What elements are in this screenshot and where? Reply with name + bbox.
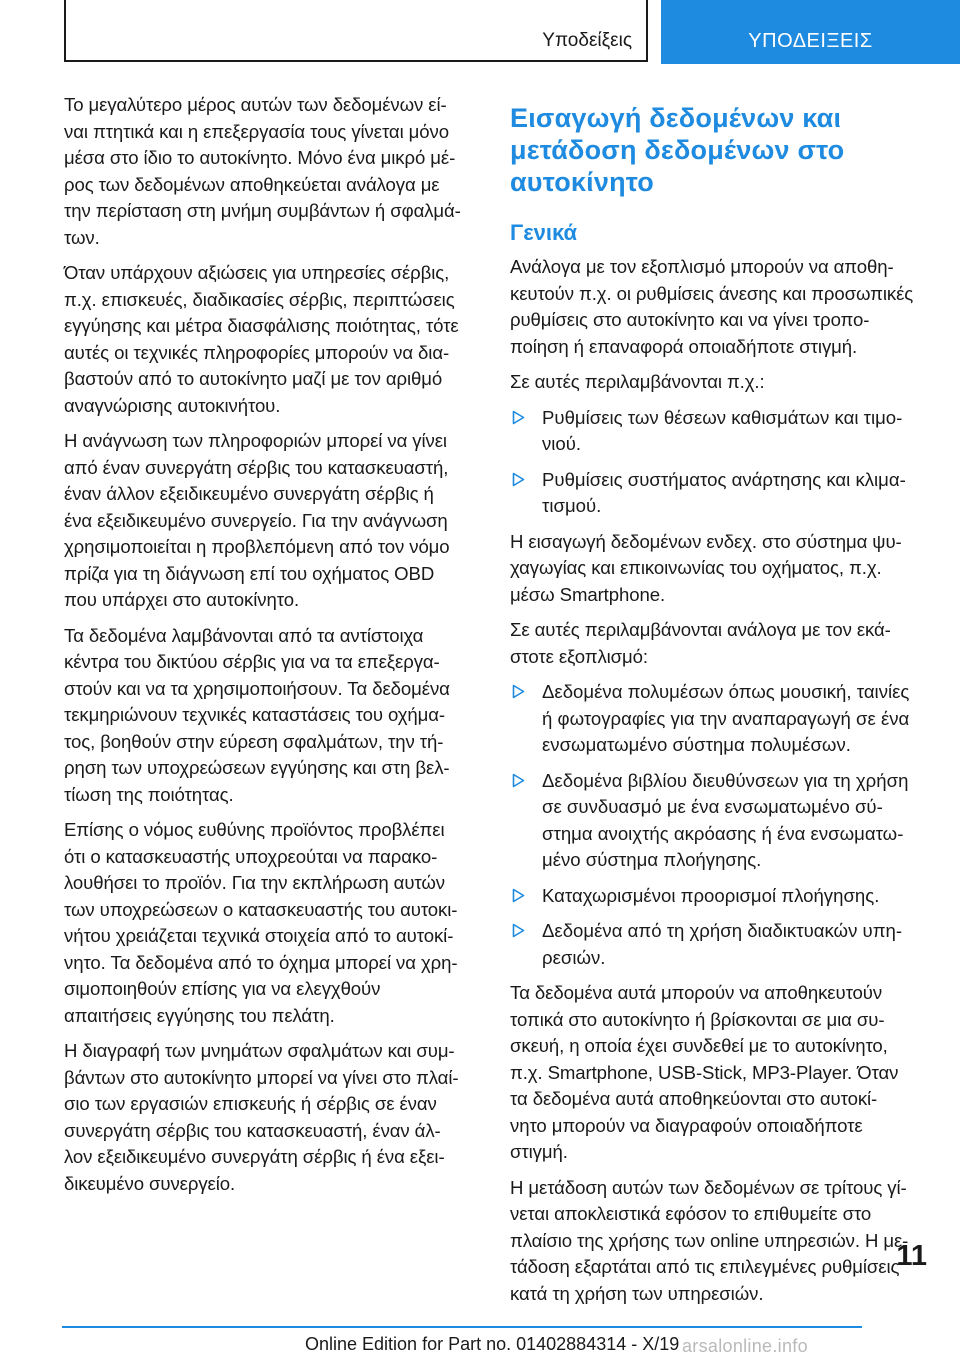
bullet-item (510, 405, 926, 458)
text-line: πλαίσιο της χρήσης των online υπηρεσιών. Η με‐ (510, 1229, 909, 1251)
paragraph (64, 428, 484, 614)
section-title: Υποδείξεις (542, 30, 632, 51)
text-line: Δεδομένα βιβλίου διευθύνσεων για τη χρήση (542, 769, 909, 791)
text-line: αυτοκίνητο (510, 167, 654, 197)
text-line: ρυθμίσεις στο αυτοκίνητο και να γίνει τροπο‐ (510, 309, 870, 330)
text-line: στοτε εξοπλισμό: (510, 645, 648, 667)
text-line: Η διαγραφή των μνημάτων σφαλμάτων και συμ‐ (64, 1040, 455, 1061)
text-line: Τα δεδομένα λαμβάνονται από τα αντίστοιχα (64, 624, 424, 646)
bullet-list (510, 405, 926, 520)
text-line: Δεδομένα πολυμέσων όπως μουσική, ταινίες (542, 681, 910, 702)
text-line: ρος των δεδομένων αποθηκεύεται ανάλογα με (64, 173, 440, 195)
text-line: Ανάλογα με τον εξοπλισμό μπορούν να αποθη‐ (510, 256, 894, 277)
text-line: δικευμένο συνεργείο. (64, 1172, 236, 1194)
text-line: τίωση της ποιότητας. (64, 783, 234, 805)
text-line: στημα ανοιχτής ακρόασης ή ένα ενσωματω‐ (542, 822, 904, 844)
footer-watermark: arsalonline.info (682, 1336, 808, 1356)
text-line: Καταχωρισμένοι προορισμοί πλοήγησης. (542, 884, 880, 906)
right-column (510, 92, 926, 1316)
text-line: των υποχρεώσεων ο κατασκευαστής του αυτοκι‐ (64, 898, 458, 920)
text-line: τοπικά στο αυτοκίνητο ή βρίσκονται σε μια συ‐ (510, 1008, 885, 1030)
paragraph (510, 369, 926, 396)
text-line: βάντων στο αυτοκίνητο μπορεί να γίνει στο πλαί‐ (64, 1066, 459, 1088)
text-line: από έναν συνεργάτη σέρβις του κατασκευαστή, (64, 456, 449, 478)
text-line: απαιτήσεις εγγύησης του πελάτη. (64, 1004, 335, 1026)
text-line: την περίσταση στη μνήμη συμβάντων ή σφαλμά‐ (64, 200, 461, 221)
paragraph (510, 254, 926, 360)
text-line: Η εισαγωγή δεδομένων ενδεχ. στο σύστημα ψυ‐ (510, 530, 902, 552)
text-line: σιμοποιηθούν επίσης για να ελεγχθούν (64, 978, 381, 999)
paragraph (64, 1038, 484, 1197)
triangle-right-outline-icon (512, 771, 525, 798)
text-line: Ρυθμίσεις συστήματος ανάρτησης και κλιμα‐ (542, 468, 906, 490)
bullet-item (510, 918, 926, 971)
text-line: αναγνώρισης αυτοκινήτου. (64, 394, 281, 416)
bullet-item (510, 768, 926, 874)
bullet-list (510, 679, 926, 971)
text-line: Εισαγωγή δεδομένων και (510, 103, 842, 133)
page-number: 11 (896, 1240, 927, 1272)
text-line: που υπάρχει στο αυτοκίνητο. (64, 589, 300, 610)
paragraph (510, 1175, 926, 1308)
text-line: τάδοση εξαρτάται από τις επιλεγμένες ρυθμίσεις (510, 1256, 900, 1277)
text-line: χαγωγίας και επικοινωνίας του οχήματος, π.χ. (510, 557, 882, 578)
text-line: ναι πτητικά και η επεξεργασία τους γίνεται μόνο (64, 120, 449, 142)
text-line: τος, βοηθούν στην εύρεση σφαλμάτων, την τή‐ (64, 730, 444, 752)
text-line: νεται αποκλειστικά εφόσον το επιθυμείτε στο (510, 1203, 872, 1224)
triangle-right-outline-icon (512, 408, 525, 435)
paragraph (510, 980, 926, 1166)
text-line: ότι ο κατασκευαστής υποχρεούται να παρακο‐ (64, 845, 438, 867)
left-column (64, 92, 484, 1206)
text-line: ή φωτογραφίες για την αναπαραγωγή σε ένα (542, 707, 910, 729)
text-line: ρεσιών. (542, 946, 606, 968)
text-line: Σε αυτές περιλαμβάνονται π.χ.: (510, 371, 765, 392)
text-line: ποίηση ή επαναφορά οποιαδήποτε στιγμή. (510, 335, 858, 357)
text-line: Τα δεδομένα αυτά μπορούν να αποθηκευτούν (510, 982, 883, 1003)
triangle-right-outline-icon (512, 886, 525, 913)
text-line: εγγύησης και μέτρα διασφάλισης ποιότητας, τότε (64, 315, 459, 336)
triangle-right-outline-icon (512, 682, 525, 709)
text-line: νητο. Τα δεδομένα από το όχημα μπορεί να χρη‐ (64, 951, 458, 973)
text-line: μέσα στο ίδιο το αυτοκίνητο. Μόνο ένα μικρό μέ‐ (64, 147, 456, 168)
footer-divider (62, 1326, 862, 1328)
header-chapter-tab (661, 0, 960, 64)
subsection-heading: Γενικά (510, 220, 578, 245)
triangle-right-outline-icon (512, 921, 525, 948)
text-line: κέντρα του δικτύου σέρβις για να τα επεξεργα‐ (64, 651, 440, 672)
text-line: χρησιμοποιείται η προβλεπόμενη από τον νόμο (64, 536, 450, 557)
text-line: των. (64, 226, 100, 248)
paragraph (64, 260, 484, 419)
paragraph (64, 817, 484, 1029)
text-line: τα δεδομένα αυτά αποθηκεύονται στο αυτοκί‐ (510, 1088, 878, 1109)
text-line: Η μετάδοση αυτών των δεδομένων σε τρίτους γί‐ (510, 1176, 907, 1198)
text-line: ενσωματωμένο σύστημα πολυμέσων. (542, 734, 851, 755)
text-line: Σε αυτές περιλαμβάνονται ανάλογα με τον εκά‐ (510, 619, 891, 640)
bullet-item (510, 883, 926, 910)
text-line: κευτούν π.χ. οι ρυθμίσεις άνεσης και προσωπικές (510, 282, 914, 304)
text-line: Όταν υπάρχουν αξιώσεις για υπηρεσίες σέρβις, (64, 262, 450, 283)
text-line: Ρυθμίσεις των θέσεων καθισμάτων και τιμο‐ (542, 406, 903, 428)
bullet-item (510, 679, 926, 759)
text-line: μετάδοση δεδομένων στο (510, 135, 845, 165)
text-line: μέσω Smartphone. (510, 583, 666, 605)
text-line: νιού. (542, 433, 582, 454)
text-line: Η ανάγνωση των πληροφοριών μπορεί να γίνει (64, 430, 447, 451)
text-line: τεκμηριώνουν τεχνικές καταστάσεις του οχήμα‐ (64, 704, 445, 725)
text-line: πρίζα για τη διάγνωση επί του οχήματος OBD (64, 562, 435, 584)
text-line: νήτου χρειάζεται τεχνικά στοιχεία από το αυτοκί‐ (64, 925, 454, 946)
text-line: ένα εξειδικευμένο συνεργείο. Για την ανάγνωση (64, 509, 448, 531)
header-section-box (64, 0, 648, 62)
paragraph (510, 529, 926, 609)
text-line: Επίσης ο νόμος ευθύνης προϊόντος προβλέπει (64, 819, 445, 840)
text-line: λον εξειδικευμένο συνεργάτη σέρβις ή ένα εξει‐ (64, 1146, 445, 1167)
paragraph (510, 617, 926, 670)
paragraph (64, 92, 484, 251)
text-line: τισμού. (542, 495, 602, 516)
text-line: σε συνδυασμό με ένα ενσωματωμένο σύ‐ (542, 796, 883, 817)
text-line: σιο των εργασιών επισκευής ή σέρβις σε έναν (64, 1093, 437, 1114)
bullet-item (510, 467, 926, 520)
section-heading (510, 102, 926, 198)
text-line: ρηση των υποχρεώσεων εγγύησης και στη βελ‐ (64, 757, 450, 778)
triangle-right-outline-icon (512, 470, 525, 497)
text-line: λουθήσει το προϊόν. Για την εκπλήρωση αυτών (64, 872, 445, 893)
text-line: έναν άλλον εξειδικευμένο συνεργάτη σέρβις ή (64, 483, 434, 504)
footer-edition: Online Edition for Part no. 01402884314 - X/19 (305, 1334, 680, 1354)
text-line: π.χ. Smartphone, USB-Stick, MP3-Player. Όταν (510, 1061, 899, 1083)
text-line: σκευή, η οποία έχει συνδεθεί με το αυτοκίνητο, (510, 1035, 888, 1056)
text-line: Δεδομένα από τη χρήση διαδικτυακών υπη‐ (542, 920, 903, 941)
text-line: μένο σύστημα πλοήγησης. (542, 849, 762, 870)
text-line: στιγμή. (510, 1141, 568, 1162)
text-line: νητο μπορούν να διαγραφούν οποιαδήποτε (510, 1114, 863, 1136)
paragraph (64, 623, 484, 809)
text-line: στούν και να τα χρησιμοποιήσουν. Τα δεδομένα (64, 677, 450, 699)
text-line: κατά τη χρήση των υπηρεσιών. (510, 1282, 764, 1304)
text-line: συνεργάτη σέρβις του κατασκευαστή, έναν άλ‐ (64, 1119, 441, 1141)
chapter-title: ΥΠΟΔΕΙΞΕΙΣ (748, 30, 873, 52)
text-line: αυτές οι τεχνικές πληροφορίες μπορούν να δια‐ (64, 341, 450, 363)
text-line: βαστούν από το αυτοκίνητο μαζί με τον αριθμό (64, 368, 443, 389)
text-line: Το μεγαλύτερο μέρος αυτών των δεδομένων εί‐ (64, 94, 447, 115)
text-line: π.χ. επισκευές, διαδικασίες σέρβις, περιπτώσεις (64, 288, 455, 310)
